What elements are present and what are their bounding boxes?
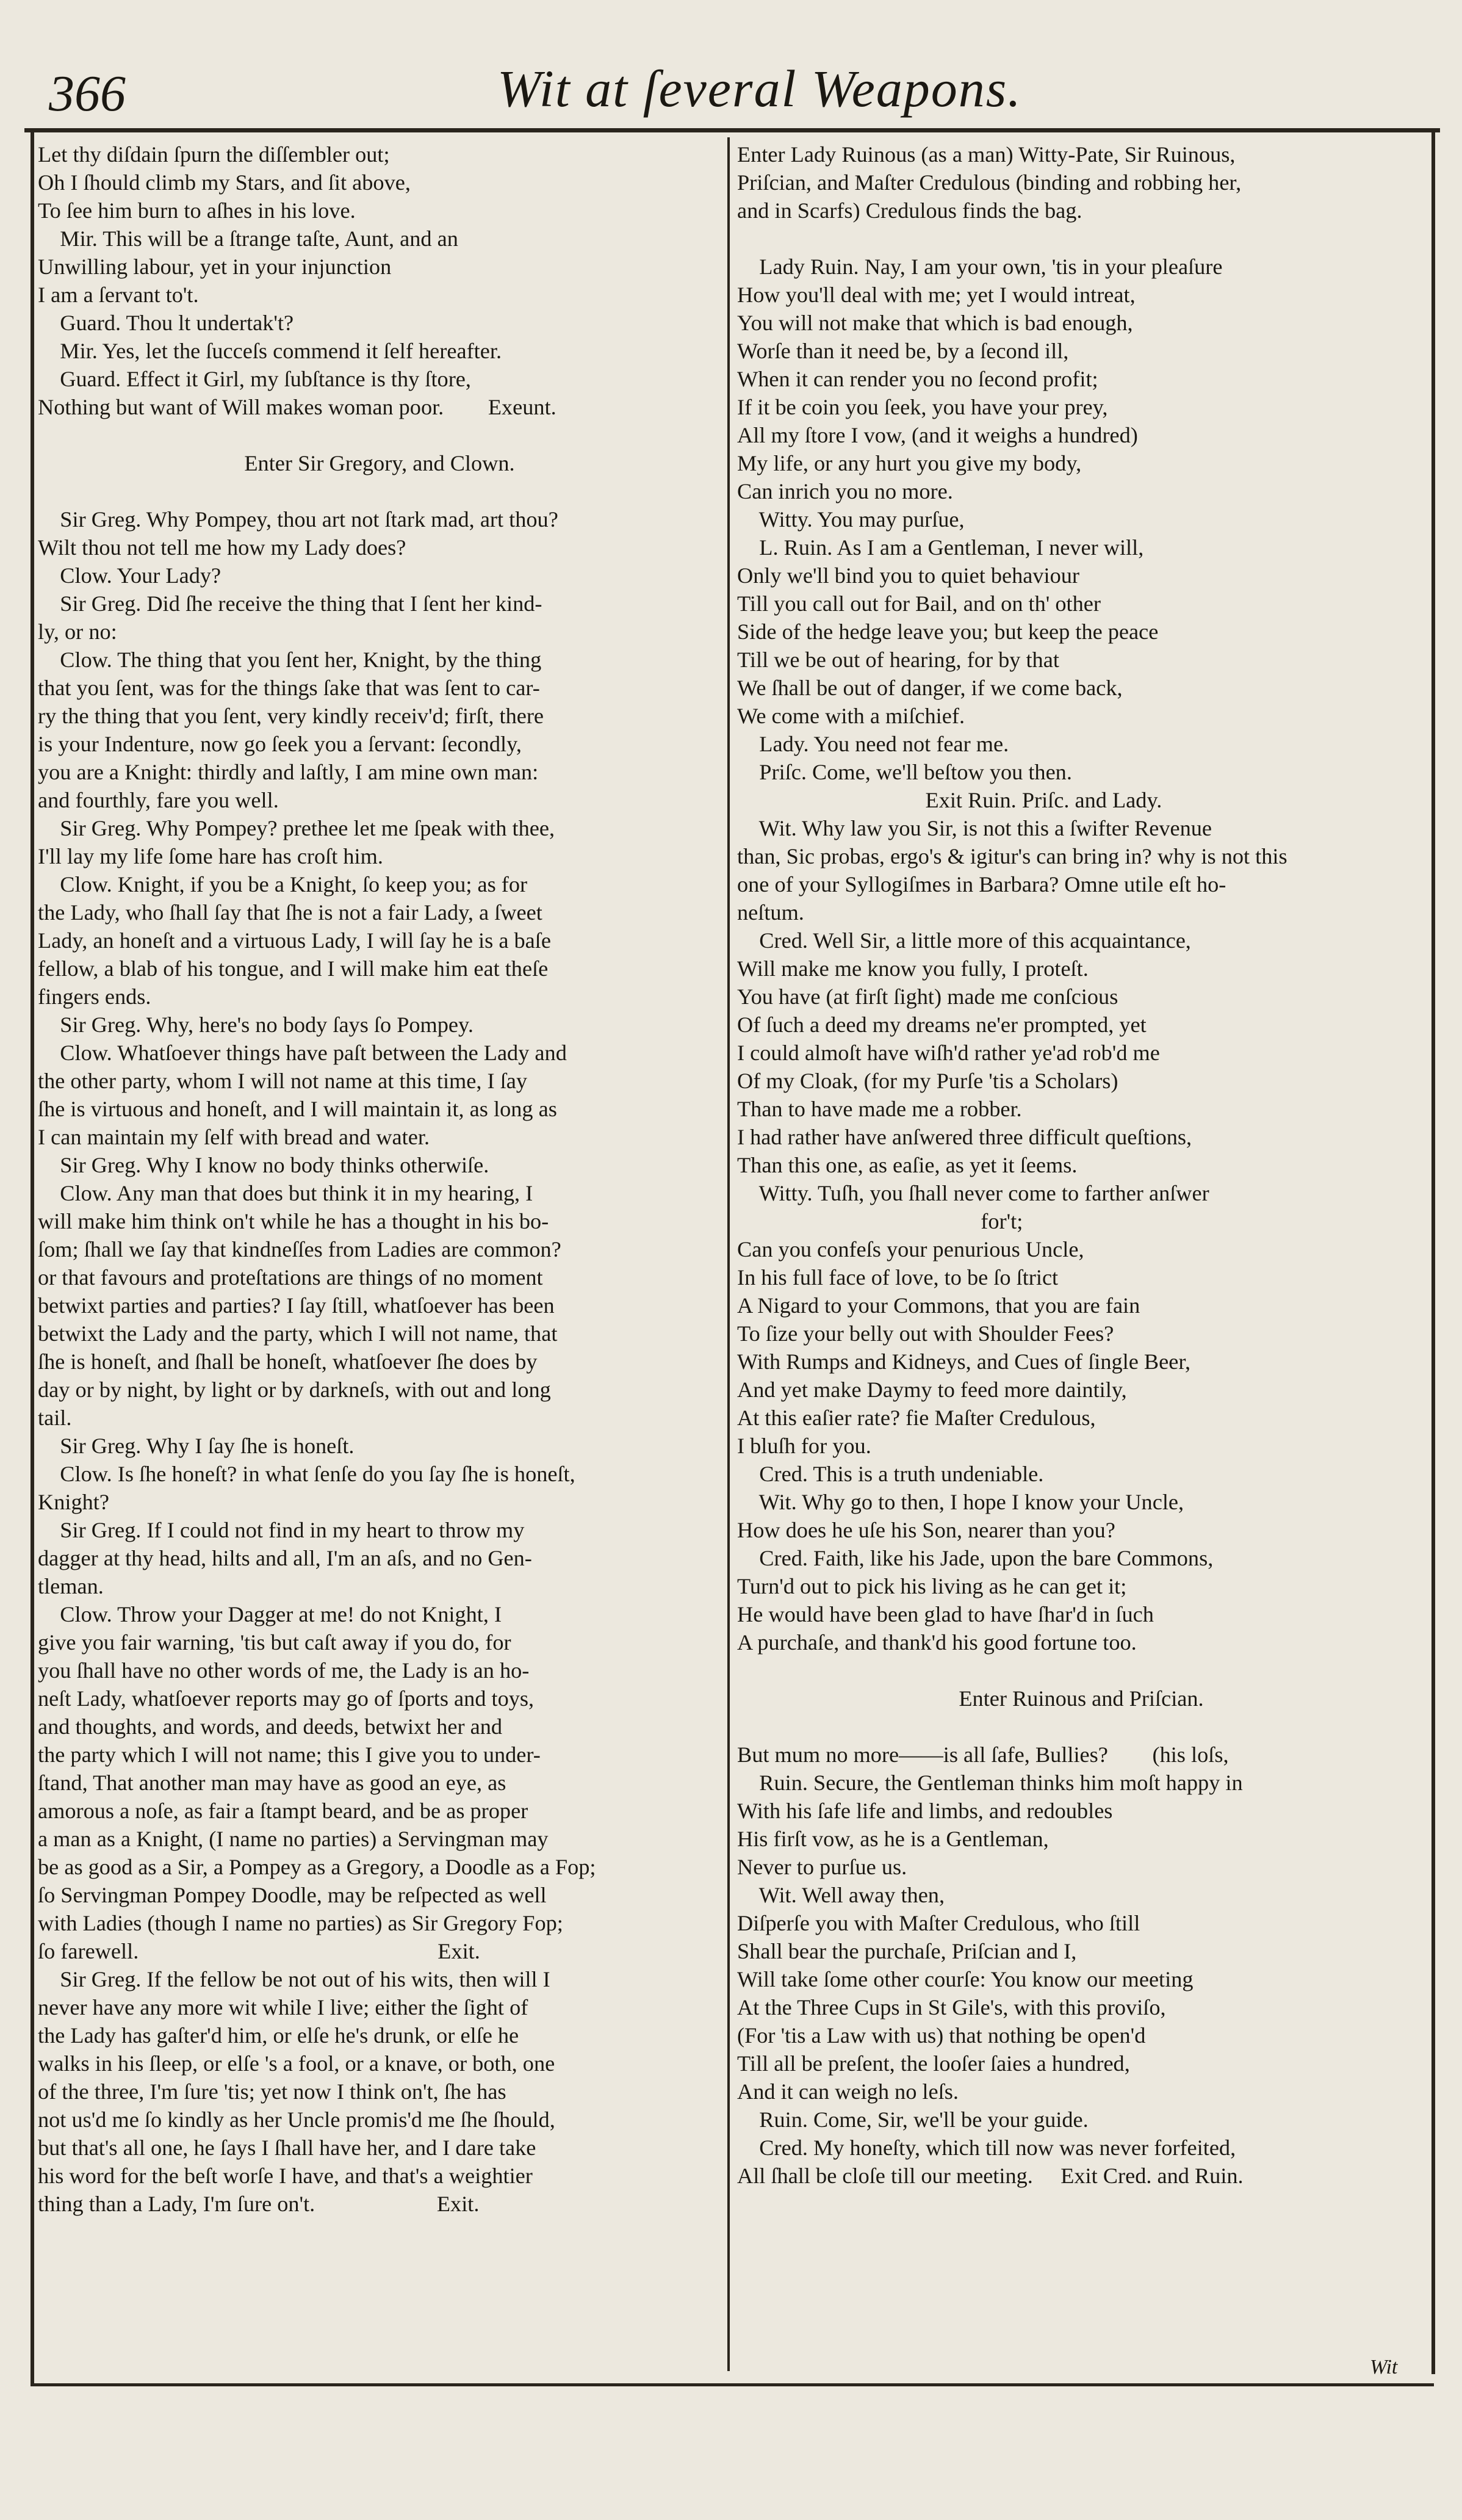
text-line: Of my Cloak, (for my Purſe 'tis a Scholars) — [737, 1069, 1118, 1093]
text-line: ſom; ſhall we ſay that kindneſſes from Ladies are common? — [38, 1237, 561, 1262]
left-text-column — [38, 140, 721, 2218]
text-line — [38, 477, 721, 505]
text-line: amorous a noſe, as fair a ſtampt beard, and be as proper — [38, 1799, 528, 1823]
text-line: With his ſafe life and limbs, and redoubles — [737, 1799, 1113, 1823]
text-line: of the three, I'm ſure 'tis; yet now I think on't, ſhe has — [38, 2079, 506, 2104]
running-title: Wit at ſeveral Weapons. — [497, 59, 1022, 118]
text-line: To ſee him burn to aſhes in his love. — [38, 198, 356, 223]
text-line: never have any more wit while I live; either the ſight of — [38, 1995, 528, 2020]
text-line: or that favours and proteſtations are things of no moment — [38, 1265, 543, 1290]
text-line: Only we'll bind you to quiet behaviour — [737, 563, 1079, 588]
text-line: the Lady has gaſter'd him, or elſe he's drunk, or elſe he — [38, 2023, 519, 2048]
text-line: Never to purſue us. — [737, 1855, 907, 1879]
text-line: If it be coin you ſeek, you have your prey, — [737, 395, 1108, 419]
text-line: Till we be out of hearing, for by that — [737, 648, 1059, 672]
text-line: In his full face of love, to be ſo ſtrict — [737, 1265, 1059, 1290]
text-line: Clow. Any man that does but think it in my hearing, I — [38, 1181, 533, 1205]
text-line — [38, 421, 721, 449]
text-line: ſo farewell. Exit. — [38, 1939, 480, 1963]
text-line: Enter Lady Ruinous (as a man) Witty-Pate, Sir Ruinous, — [737, 142, 1236, 167]
text-line: And it can weigh no leſs. — [737, 2079, 959, 2104]
text-line: Wit. Why law you Sir, is not this a ſwifter Revenue — [737, 816, 1212, 840]
text-line: that you ſent, was for the things ſake that was ſent to car- — [38, 676, 540, 700]
text-line: Sir Greg. Why, here's no body ſays ſo Pompey. — [38, 1013, 474, 1037]
text-line: My life, or any hurt you give my body, — [737, 451, 1082, 475]
text-line: Sir Greg. Why I ſay ſhe is honeſt. — [38, 1434, 355, 1458]
text-line: Can you confeſs your penurious Uncle, — [737, 1237, 1084, 1262]
text-line: Exit Ruin. Priſc. and Lady. — [737, 788, 1162, 812]
text-line: ſhe is honeſt, and ſhall be honeſt, whatſoever ſhe does by — [38, 1349, 538, 1374]
text-line: Worſe than it need be, by a ſecond ill, — [737, 339, 1069, 363]
frame-rule-left — [31, 128, 34, 2386]
text-line: neſt Lady, whatſoever reports may go of ſports and toys, — [38, 1686, 535, 1711]
text-line: Shall bear the purchaſe, Priſcian and I, — [737, 1939, 1077, 1963]
text-line: I had rather have anſwered three difficult queſtions, — [737, 1125, 1192, 1149]
text-line: and thoughts, and words, and deeds, betwixt her and — [38, 1714, 503, 1739]
text-line: And yet make Daymy to feed more daintily, — [737, 1377, 1127, 1402]
text-line: Sir Greg. Why Pompey, thou art not ſtark mad, art thou? — [38, 507, 558, 532]
text-line: not us'd me ſo kindly as her Uncle promis'd me ſhe ſhould, — [38, 2107, 555, 2132]
text-line: All ſhall be cloſe till our meeting. Exit Cred. and Ruin. — [737, 2164, 1244, 2188]
text-line: I am a ſervant to't. — [38, 283, 199, 307]
text-line: Ruin. Come, Sir, we'll be your guide. — [737, 2107, 1089, 2132]
text-line: Cred. My honeſty, which till now was never forfeited, — [737, 2136, 1236, 2160]
text-line: Knight? — [38, 1490, 109, 1514]
text-line: I'll lay my life ſome hare has croſt him. — [38, 844, 383, 868]
text-line: you ſhall have no other words of me, the Lady is an ho- — [38, 1658, 530, 1683]
text-line: ſhe is virtuous and honeſt, and I will maintain it, as long as — [38, 1097, 557, 1121]
text-line: walks in his ſleep, or elſe 's a fool, or a knave, or both, one — [38, 2051, 555, 2076]
text-line: ſo Servingman Pompey Doodle, may be reſpected as well — [38, 1883, 547, 1907]
text-line: his word for the beſt worſe I have, and that's a weightier — [38, 2164, 533, 2188]
text-line: tail. — [38, 1406, 72, 1430]
text-line: Lady Ruin. Nay, I am your own, 'tis in your pleaſure — [737, 255, 1223, 279]
text-line: I could almoſt have wiſh'd rather ye'ad rob'd me — [737, 1041, 1160, 1065]
text-line: give you fair warning, 'tis but caſt away if you do, for — [38, 1630, 511, 1655]
frame-rule-top — [24, 128, 1440, 132]
text-line: We come with a miſchief. — [737, 704, 965, 728]
text-line: I can maintain my ſelf with bread and water. — [38, 1125, 430, 1149]
text-line — [737, 225, 1425, 253]
text-line: Till all be preſent, the looſer ſaies a hundred, — [737, 2051, 1130, 2076]
text-line: dagger at thy head, hilts and all, I'm an aſs, and no Gen- — [38, 1546, 532, 1570]
frame-rule-bottom — [31, 2383, 1434, 2386]
text-line: Oh I ſhould climb my Stars, and ſit above, — [38, 170, 411, 195]
text-line: Guard. Effect it Girl, my ſubſtance is thy ſtore, — [38, 367, 471, 391]
frame-rule-right — [1431, 128, 1435, 2374]
text-line: and fourthly, fare you well. — [38, 788, 279, 812]
text-line: Sir Greg. Did ſhe receive the thing that I ſent her kind- — [38, 591, 542, 616]
text-line: Wit. Well away then, — [737, 1883, 945, 1907]
text-line: tleman. — [38, 1574, 104, 1598]
text-line: Sir Greg. Why I know no body thinks otherwiſe. — [38, 1153, 489, 1177]
text-line: Clow. Is ſhe honeſt? in what ſenſe do you ſay ſhe is honeſt, — [38, 1462, 575, 1486]
text-line: Wilt thou not tell me how my Lady does? — [38, 535, 406, 560]
text-line: Clow. Throw your Dagger at me! do not Knight, I — [38, 1602, 502, 1626]
text-line: Unwilling labour, yet in your injunction — [38, 255, 392, 279]
text-line: Will make me know you fully, I proteſt. — [737, 956, 1089, 981]
text-line: At this eaſier rate? fie Maſter Credulous, — [737, 1406, 1096, 1430]
text-line: You will not make that which is bad enough, — [737, 311, 1133, 335]
text-line: one of your Syllogiſmes in Barbara? Omne utile eſt ho- — [737, 872, 1226, 897]
text-line: Sir Greg. Why Pompey? prethee let me ſpeak with thee, — [38, 816, 555, 840]
text-line: Side of the hedge leave you; but keep the peace — [737, 619, 1159, 644]
text-line: He would have been glad to have ſhar'd in ſuch — [737, 1602, 1154, 1626]
text-line: the other party, whom I will not name at this time, I ſay — [38, 1069, 528, 1093]
text-line — [737, 1656, 1425, 1684]
text-line: Sir Greg. If I could not find in my heart to throw my — [38, 1518, 525, 1542]
text-line: Diſperſe you with Maſter Credulous, who ſtill — [737, 1911, 1140, 1935]
text-line: with Ladies (though I name no parties) as Sir Gregory Fop; — [38, 1911, 563, 1935]
text-line: and in Scarfs) Credulous finds the bag. — [737, 198, 1082, 223]
text-line: When it can render you no ſecond profit; — [737, 367, 1098, 391]
text-line: betwixt parties and parties? I ſay ſtill, whatſoever has been — [38, 1293, 555, 1318]
text-line: be as good as a Sir, a Pompey as a Gregory, a Doodle as a Fop; — [38, 1855, 596, 1879]
text-line: His firſt vow, as he is a Gentleman, — [737, 1827, 1049, 1851]
text-line: Witty. You may purſue, — [737, 507, 965, 532]
text-line: Lady. You need not fear me. — [737, 732, 1009, 756]
text-line: Guard. Thou lt undertak't? — [38, 311, 294, 335]
text-line: How does he uſe his Son, nearer than you? — [737, 1518, 1115, 1542]
text-line: Cred. This is a truth undeniable. — [737, 1462, 1044, 1486]
text-line: fellow, a blab of his tongue, and I will make him eat theſe — [38, 956, 549, 981]
text-line: betwixt the Lady and the party, which I will not name, that — [38, 1321, 558, 1346]
text-line: Let thy diſdain ſpurn the diſſembler out; — [38, 142, 390, 167]
text-line: Mir. Yes, let the ſucceſs commend it ſelf hereafter. — [38, 339, 502, 363]
text-line: Clow. Whatſoever things have paſt between the Lady and — [38, 1041, 567, 1065]
text-line: ſtand, That another man may have as good an eye, as — [38, 1771, 506, 1795]
text-line: A Nigard to your Commons, that you are fain — [737, 1293, 1140, 1318]
text-line: Clow. The thing that you ſent her, Knight, by the thing — [38, 648, 542, 672]
text-line: You have (at firſt ſight) made me conſcious — [737, 984, 1118, 1009]
text-line: Priſcian, and Maſter Credulous (binding and robbing her, — [737, 170, 1242, 195]
text-line: fingers ends. — [38, 984, 151, 1009]
text-line: is your Indenture, now go ſeek you a ſervant: ſecondly, — [38, 732, 522, 756]
text-line: Witty. Tuſh, you ſhall never come to farther anſwer — [737, 1181, 1209, 1205]
text-line: day or by night, by light or by darkneſs, with out and long — [38, 1377, 551, 1402]
text-line: neſtum. — [737, 900, 804, 925]
text-line: Mir. This will be a ſtrange taſte, Aunt, and an — [38, 226, 458, 251]
text-line: Ruin. Secure, the Gentleman thinks him moſt happy in — [737, 1771, 1243, 1795]
text-line: the party which I will not name; this I give you to under- — [38, 1742, 541, 1767]
text-line: Can inrich you no more. — [737, 479, 953, 504]
text-line: All my ſtore I vow, (and it weighs a hundred) — [737, 423, 1138, 447]
text-line: How you'll deal with me; yet I would intreat, — [737, 283, 1136, 307]
text-line: Cred. Faith, like his Jade, upon the bare Commons, — [737, 1546, 1214, 1570]
text-line: Turn'd out to pick his living as he can get it; — [737, 1574, 1127, 1598]
text-line: With Rumps and Kidneys, and Cues of ſingle Beer, — [737, 1349, 1191, 1374]
catchword: Wit — [1370, 2356, 1398, 2378]
text-line: At the Three Cups in St Gile's, with this proviſo, — [737, 1995, 1166, 2020]
text-line — [737, 1713, 1425, 1741]
text-line: Priſc. Come, we'll beſtow you then. — [737, 760, 1072, 784]
page-number: 366 — [49, 65, 126, 122]
text-line: Than to have made me a robber. — [737, 1097, 1022, 1121]
text-line: ry the thing that you ſent, very kindly receiv'd; firſt, there — [38, 704, 544, 728]
text-line: ly, or no: — [38, 619, 117, 644]
text-line: (For 'tis a Law with us) that nothing be open'd — [737, 2023, 1146, 2048]
text-line: a man as a Knight, (I name no parties) a Servingman may — [38, 1827, 549, 1851]
text-line: Of ſuch a deed my dreams ne'er prompted, yet — [737, 1013, 1147, 1037]
text-line: Sir Greg. If the fellow be not out of his wits, then will I — [38, 1967, 550, 1991]
text-line: Lady, an honeſt and a virtuous Lady, I will ſay he is a baſe — [38, 928, 551, 953]
text-line: thing than a Lady, I'm ſure on't. Exit. — [38, 2192, 480, 2216]
stage-direction: Enter Sir Gregory, and Clown. — [244, 451, 515, 475]
text-line: but that's all one, he ſays I ſhall have her, and I dare take — [38, 2136, 536, 2160]
text-line: Clow. Your Lady? — [38, 563, 221, 588]
right-text-column — [737, 140, 1425, 2190]
text-line: Clow. Knight, if you be a Knight, ſo keep you; as for — [38, 872, 528, 897]
text-line: Nothing but want of Will makes woman poor. Exeunt. — [38, 395, 556, 419]
text-line: the Lady, who ſhall ſay that ſhe is not a fair Lady, a ſweet — [38, 900, 542, 925]
text-line: you are a Knight: thirdly and laſtly, I am mine own man: — [38, 760, 539, 784]
text-line: Wit. Why go to then, I hope I know your Uncle, — [737, 1490, 1184, 1514]
stage-direction: Enter Ruinous and Priſcian. — [959, 1686, 1204, 1711]
text-line: than, Sic probas, ergo's & igitur's can bring in? why is not this — [737, 844, 1287, 868]
text-line: Cred. Well Sir, a little more of this acquaintance, — [737, 928, 1191, 953]
text-line: for't; — [737, 1209, 1023, 1233]
text-line: I bluſh for you. — [737, 1434, 871, 1458]
text-line: Than this one, as eaſie, as yet it ſeems. — [737, 1153, 1078, 1177]
column-divider — [727, 137, 730, 2371]
text-line: Will take ſome other courſe: You know our meeting — [737, 1967, 1194, 1991]
text-line: L. Ruin. As I am a Gentleman, I never will, — [737, 535, 1144, 560]
text-line: will make him think on't while he has a thought in his bo- — [38, 1209, 549, 1233]
text-line: But mum no more——is all ſafe, Bullies? (his loſs, — [737, 1742, 1229, 1767]
text-line: Till you call out for Bail, and on th' other — [737, 591, 1101, 616]
text-line: We ſhall be out of danger, if we come back, — [737, 676, 1123, 700]
text-line: A purchaſe, and thank'd his good fortune too. — [737, 1630, 1137, 1655]
page-header — [49, 58, 1434, 125]
text-line: To ſize your belly out with Shoulder Fees? — [737, 1321, 1114, 1346]
